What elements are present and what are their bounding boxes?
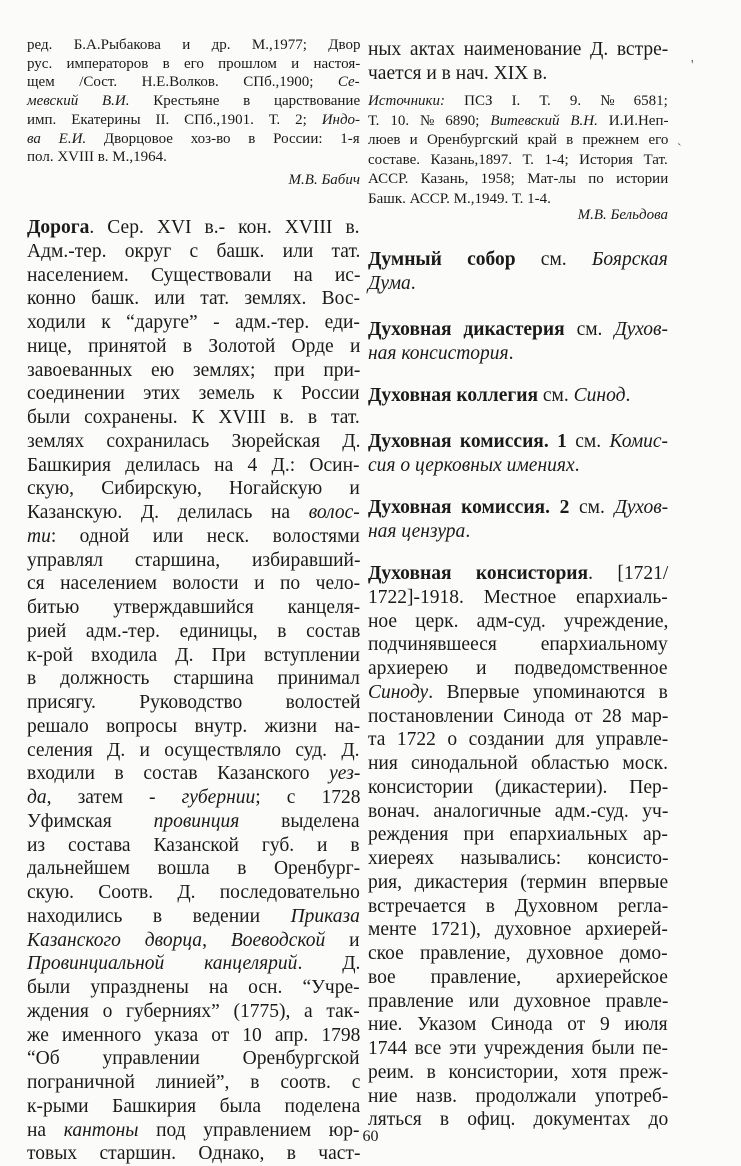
text-run: присягу. Руководство волостей [27,692,361,713]
text-line [368,990,668,1014]
text-line [27,1024,360,1048]
text-run: выделена [239,810,360,832]
italic-reference: Духов- [614,497,669,518]
text-run: к-рыми Башкирия была поделена [27,1095,361,1117]
text-line [27,620,360,644]
text-line [27,667,360,691]
italic-reference: Духов- [614,319,668,340]
text-line [368,633,668,657]
text-run: пограничной линией”, в соотв. с [27,1072,361,1093]
text-run: см. [566,431,610,452]
text-run: ское правление, духовное домо- [368,943,668,964]
text-run: землях сохранилась Зюрейская Д. [27,430,361,452]
text-run: вое правление, архиерейское [368,966,668,988]
text-line [368,454,579,478]
italic-reference: Боярская [591,249,668,270]
text-run: решало вопросы внутр. жизни на- [27,715,361,737]
text-line [368,610,668,634]
text-run: АССР. Казань, 1958; Мат-лы по истории [368,171,669,187]
text-line [27,311,360,335]
text-line [27,382,360,406]
italic-reference: губернии [181,787,256,808]
text-run: Т. 10. № 6890; [368,112,491,129]
text-run: . [1721/ [588,563,669,584]
italic-reference: Комис- [609,431,669,452]
italic-reference: провинция [153,810,240,832]
author-signature: М.В. Бабич [288,172,360,188]
text-run: ние. Указом Синода от 9 июля [368,1014,668,1036]
text-line [368,342,514,366]
text-run: 1722]-1918. Местное епархиаль- [368,586,668,608]
text-run: ; с 1728 [255,787,361,808]
text-line [368,248,668,272]
italic-reference: Се- [337,74,360,91]
text-line [27,240,360,264]
text-run: ляться в офиц. документах до [368,1109,669,1131]
italic-reference: сия о церковных имениях [368,455,575,476]
text-run: 1744 все эти учреждения были пе- [368,1038,668,1059]
text-run: . [574,455,580,476]
text-run: встречается в Духовном регла- [368,895,669,917]
text-line [368,966,668,990]
term-heading: Духовная дикастерия [368,319,565,340]
text-line [368,1037,668,1061]
text-run: пол. XVIII в. М.,1964. [27,149,167,166]
text-run: управлял старшина, избиравший- [27,549,361,571]
text-line [27,549,360,573]
term-heading: Духовная консистория [368,563,589,584]
text-line [27,1047,360,1071]
text-run: рией адм.-тер. единицы, в состав [27,620,361,642]
text-line [27,905,360,929]
text-line [27,1071,360,1095]
text-line [368,728,668,752]
text-run: завоеванных ею землях; при при- [27,359,361,381]
text-line [27,130,360,148]
text-run: И.И.Неп- [597,112,669,129]
text-line [27,691,360,715]
text-line [27,762,360,786]
text-line [27,715,360,739]
italic-reference: Источники: [368,93,446,109]
text-run: хиереях назывались: консисто- [368,848,669,869]
text-run: из состава Казанской губ. и в [27,834,360,856]
text-line [368,1085,668,1109]
text-run: ние назв. продолжали употреб- [368,1085,669,1107]
text-run: реим. в консистории, хотя преж- [368,1061,669,1083]
term-heading: Дорога [27,217,90,238]
text-run: составе. Казань,1897. Т. 1-4; История Тат. [368,151,668,168]
text-line [27,739,360,763]
text-line [368,705,668,729]
text-run: “Об управлении Оренбургской [27,1048,360,1070]
text-run: люев и Оренбургский край в прежнем его [368,132,669,148]
text-line [27,834,360,858]
text-line [368,942,668,966]
italic-reference: ная цензура [368,521,466,542]
text-run: в должность старшина принимал [27,668,360,690]
text-run: . [410,273,416,294]
text-line [27,501,360,525]
text-line [368,272,416,296]
text-run: та 1722 о создании для управле- [368,729,669,751]
text-line [368,681,668,705]
text-run: чается и в нач. XIX в. [368,63,548,84]
text-line [368,776,668,800]
text-line [27,216,360,240]
text-run: консистории (дикастерии). Пер- [368,776,669,798]
text-run: вонач. аналогичные адм.-суд. уч- [368,800,669,822]
text-run: дальнейшем вошла в Оренбург- [27,858,361,880]
italic-reference: уез- [329,763,361,785]
italic-reference: кантоны [63,1119,139,1141]
text-line [368,151,668,169]
italic-reference: Синод [573,385,626,406]
text-line [27,1095,360,1119]
text-run: Дворцовое хоз-во в России: 1-я [86,130,360,147]
text-run: населением. Существовали на ис- [27,264,361,286]
text-run: ное церк. адм-суд. учреждение, [368,610,669,632]
text-line [368,918,668,942]
text-line [368,895,668,919]
text-line [368,112,668,130]
text-line [27,952,360,976]
text-line [27,335,360,359]
text-run: Башкирия делилась на 4 Д.: Осин- [27,454,360,476]
text-run: рия, дикастерия (термин впервые [368,871,669,893]
text-run: см. [515,249,592,270]
text-line [368,823,668,847]
text-run: см. [538,385,574,406]
text-run: щем /Сост. Н.Е.Волков. СПб.,1900; [27,74,338,91]
text-line [27,881,360,905]
text-run: скую. Соотв. Д. последовательно [27,882,360,903]
text-run: , [202,929,231,951]
text-run: ных актах наименование Д. встре- [368,39,669,60]
scan-mark: ` [677,142,682,157]
text-run: . Впервые упоминаются в [428,681,668,703]
italic-reference: Синоду [368,681,429,703]
text-run: . Сер. XVI в.- кон. XVIII в. [89,217,360,238]
text-line [27,36,360,54]
text-line [368,1061,668,1085]
italic-reference: волос- [308,502,360,523]
text-line [368,520,470,544]
text-line [368,562,668,586]
text-line [27,406,360,430]
text-run: находились в ведении [27,905,291,927]
italic-reference: Казанского дворца [27,929,203,951]
text-run: ПСЗ I. Т. 9. № 6581; [445,93,668,109]
text-run: соединении этих земель к России [27,383,360,405]
text-run: рус. императоров в его прошлом и настоя- [27,55,361,72]
text-line [27,976,360,1000]
text-line [27,644,360,668]
italic-reference: да [27,787,47,808]
text-run: Крестьяне в царствование [129,93,361,110]
text-run: . Д. [297,953,361,975]
scan-mark: ' [691,58,694,73]
text-line [368,586,668,610]
italic-reference: Витевский В.Н. [490,112,598,129]
italic-reference: Приказа [290,905,360,927]
text-line [27,929,360,953]
text-run: селения Д. и осуществляло суд. Д. [27,739,360,761]
text-run: . [465,521,471,542]
text-line [27,572,360,596]
text-line [368,92,668,110]
text-run: под управлением юр- [138,1119,360,1141]
term-heading: Духовная комиссия. 1 [368,431,567,452]
italic-reference: Провинциальной канцелярий [27,953,298,975]
italic-reference: ти [27,525,51,547]
text-line [27,264,360,288]
text-run: . [508,343,514,364]
text-line [368,131,668,149]
text-run: Адм.-тер. округ с башк. или тат. [27,240,361,262]
text-line [27,92,360,110]
text-run: Уфимская [27,810,154,832]
text-line [368,1013,668,1037]
text-run: см. [564,319,615,340]
text-run: менте 1721), духовное архиерей- [368,919,668,941]
text-run: ния синодальной областью моск. [368,753,668,774]
text-line [368,657,668,681]
text-line [27,55,360,73]
author-signature: М.В. Бельдова [577,207,668,223]
text-run: конно башк. или тат. землях. Вос- [27,288,361,310]
text-run: были сохранены. К XVIII в. в тат. [27,407,360,428]
text-run: же именного указа от 10 апр. 1798 [27,1024,361,1046]
text-line [368,62,547,86]
text-run: на [27,1119,64,1141]
italic-reference: Дума [368,273,411,294]
text-run: товых старшин. Однако, в част- [27,1143,361,1165]
term-heading: Духовная коллегия [368,385,539,406]
text-line [27,1000,360,1024]
text-line [27,857,360,881]
text-run: битью утверждавшийся канцеля- [27,597,361,618]
text-run: ся населением волости и по чело- [27,573,361,595]
italic-reference: ва Е.И. [27,130,87,147]
text-run: Казанскую. Д. делилась на [27,502,309,523]
text-run: ходили к “даруге” - адм.-тер. еди- [27,312,360,333]
text-line [27,148,167,166]
text-line [27,786,360,810]
text-run: к-рой входила Д. При вступлении [27,644,360,666]
text-run: архиерею и подведомственное [368,658,668,679]
text-line [368,430,668,454]
text-run: см. [569,497,615,518]
term-heading: Духовная комиссия. 2 [368,497,570,518]
text-line [368,847,668,871]
text-line [368,38,668,62]
text-line [27,477,360,501]
text-line [368,190,551,208]
text-run: и [325,929,360,951]
text-line [368,170,668,188]
text-run: входили в состав Казанского [27,763,330,785]
text-run: ред. Б.А.Рыбакова и др. М.,1977; Двор [27,37,361,53]
text-run: имп. Екатерины II. СПб.,1901. Т. 2; [27,111,322,128]
text-line [27,596,360,620]
text-run: нице, принятой в Золотой Орде и [27,335,361,357]
italic-reference: Воеводской [230,929,326,951]
text-run: : одной или неск. волостями [50,525,360,547]
text-line [368,871,668,895]
italic-reference: Индо- [321,111,361,128]
page-number: 60 [362,1128,379,1145]
text-run: правление или духовное правле- [368,990,669,1012]
text-line [27,525,360,549]
text-run: ждения о губерниях” (1775), а так- [27,1000,360,1022]
text-run: были упразднены на осн. “Учре- [27,977,360,998]
text-run: , затем - [46,787,182,808]
text-line [27,430,360,454]
text-line [27,359,360,383]
text-line [368,384,630,408]
text-run: реждения при епархиальных ар- [368,824,668,846]
text-run: Башк. АССР. М.,1949. Т. 1-4. [368,190,551,207]
text-run: подчинявшееся епархиальному [368,634,668,656]
text-line [27,454,360,478]
italic-reference: мевский В.И. [27,93,130,110]
text-run: скую, Сибирскую, Ногайскую и [27,478,360,500]
term-heading: Думный собор [368,249,516,270]
text-run: . [625,385,631,406]
italic-reference: ная консистория [368,343,509,364]
text-run: постановлении Синода от 28 мар- [368,705,669,727]
text-line [27,287,360,311]
text-line [368,800,668,824]
text-line [368,496,668,520]
text-line [27,111,360,129]
text-line [27,810,360,834]
text-line [368,752,668,776]
text-line [368,318,668,342]
text-line [27,73,360,91]
